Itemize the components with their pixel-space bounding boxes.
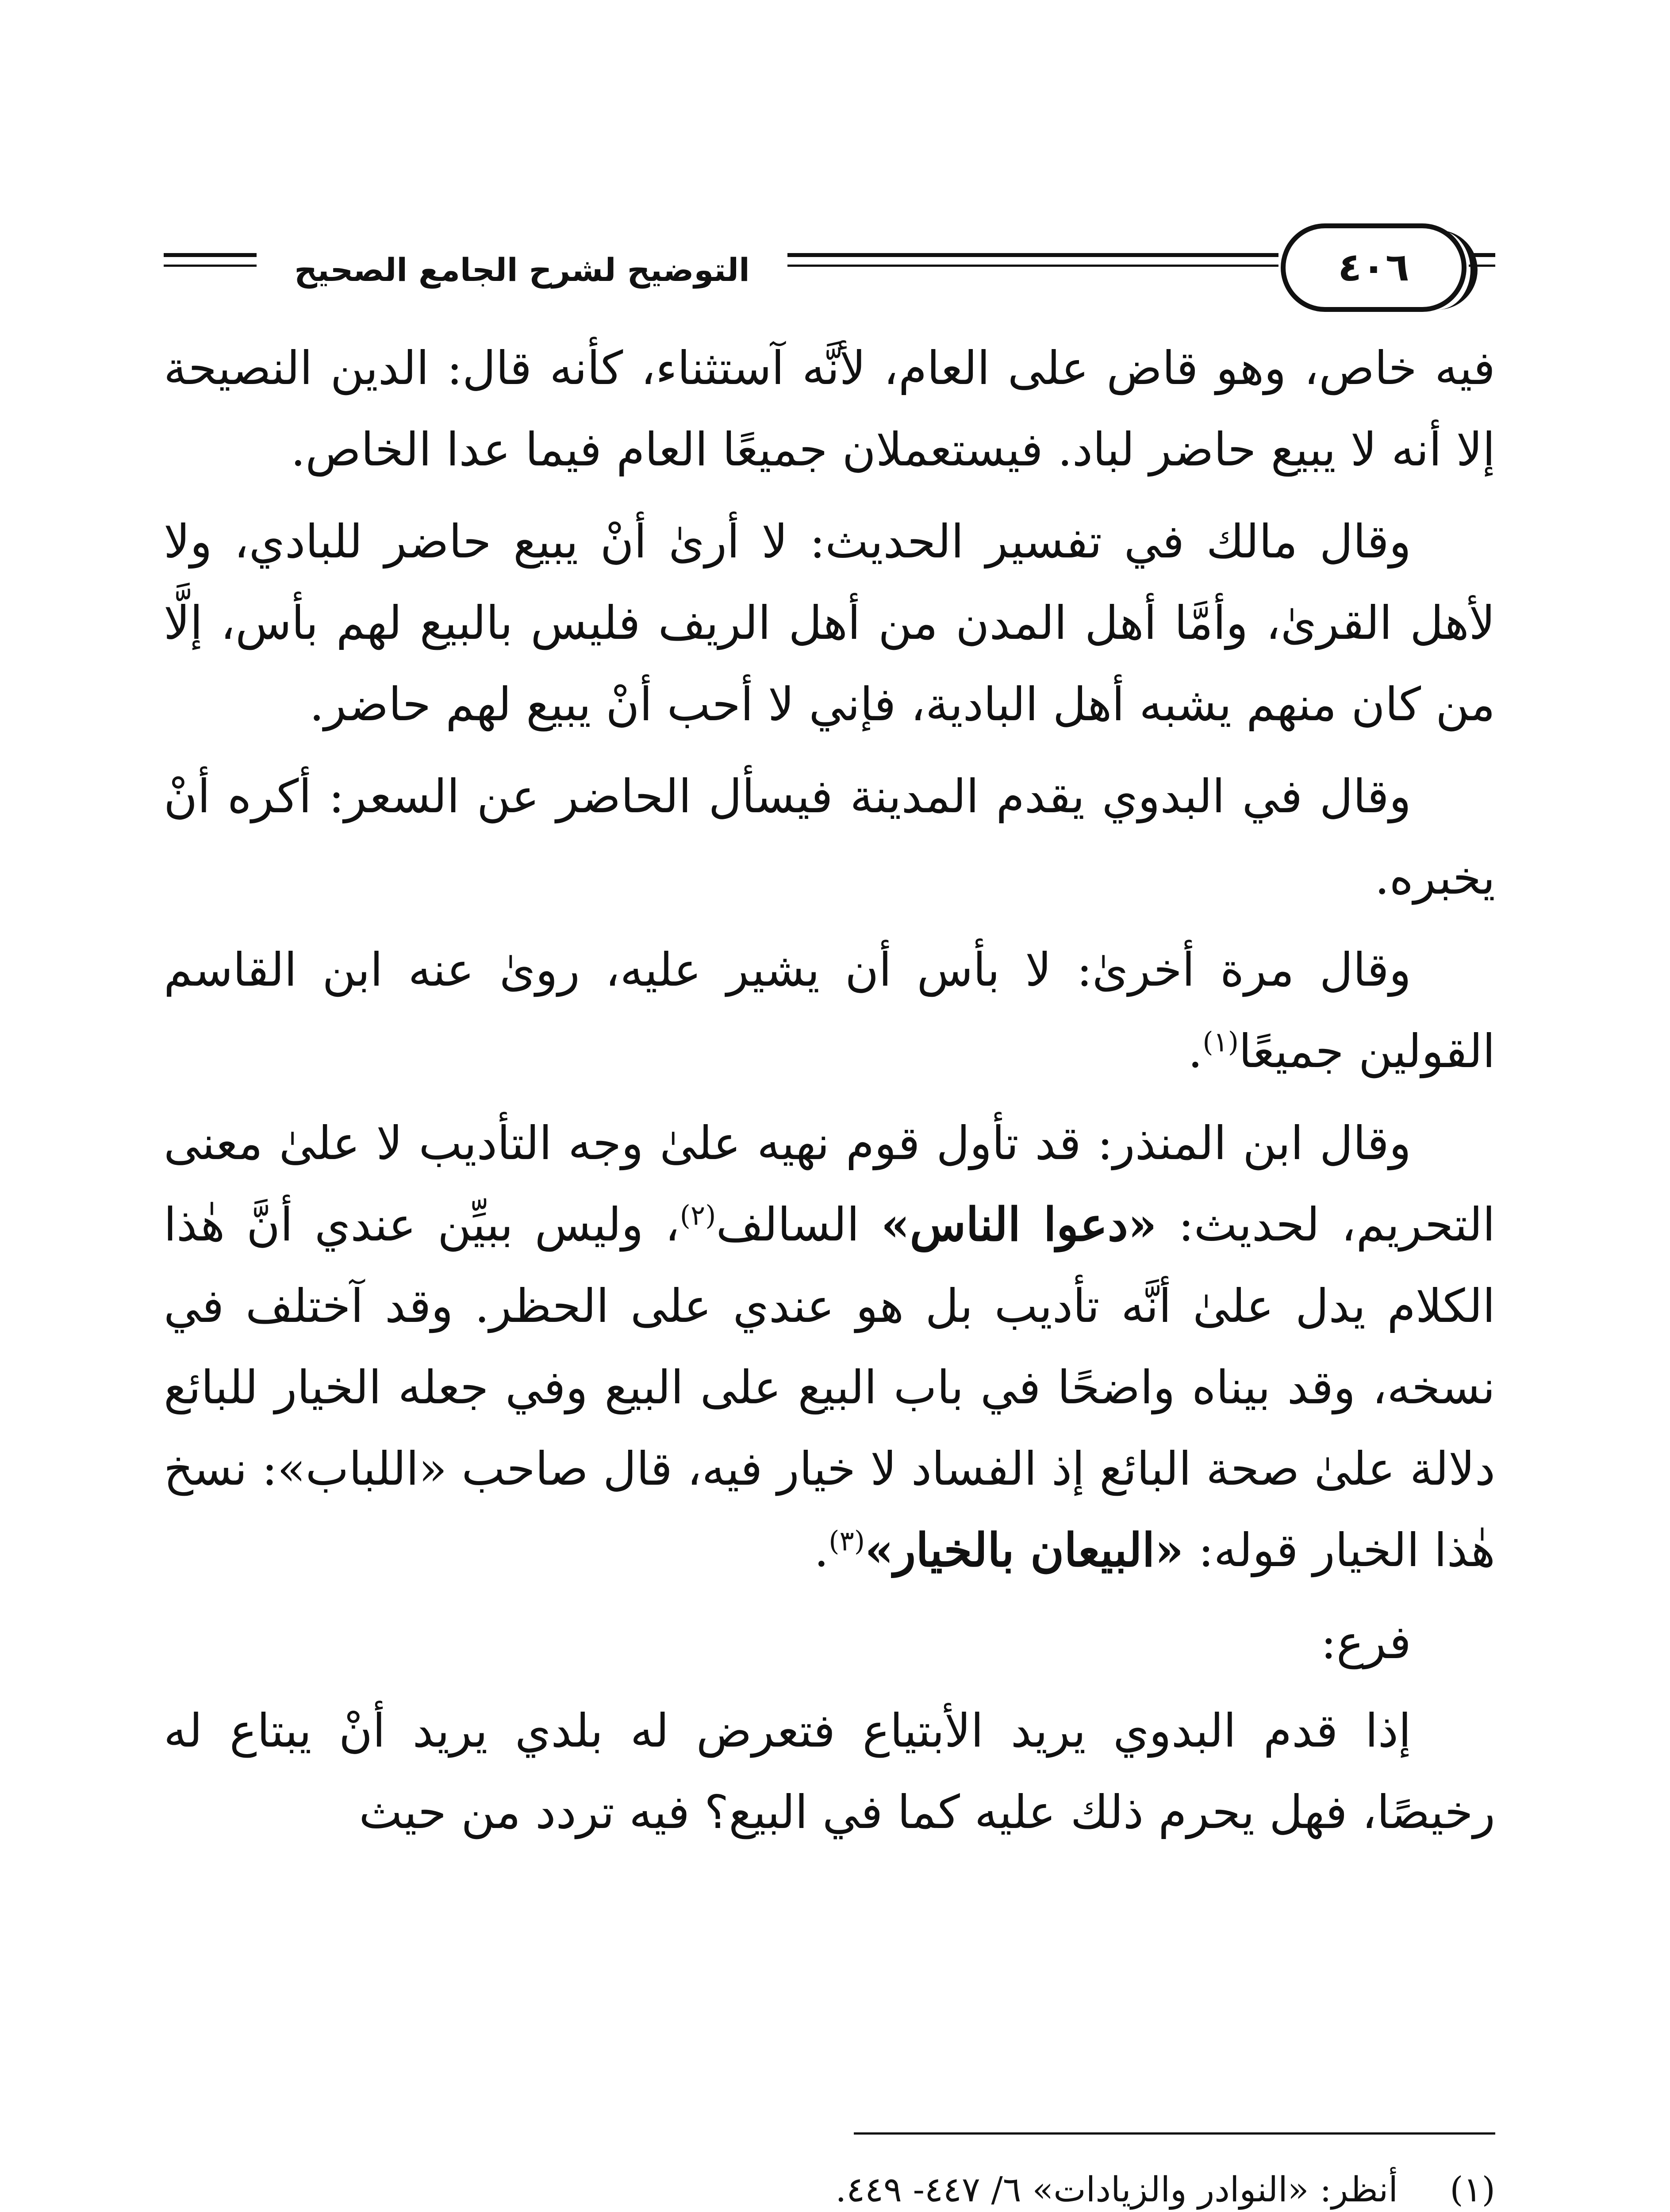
page-number-badge	[1281, 223, 1467, 312]
footnote-number: (١)	[1450, 2170, 1495, 2210]
paragraph-5-part-c: ، وليس ببيِّن عندي أنَّ هٰذا الكلام يدل علىٰ أنَّه تأديب بل هو عندي على الحظر. وقد آختلف في نسخه، وقد بيناه واضحًا في باب البيع على البيع وفي جعله الخيار للبائع دلالة علىٰ صحة البائع إذ الفساد لا خيار فيه، قال صاحب «اللباب»: نسخ هٰذا الخيار قوله:	[164, 1198, 1496, 1577]
footnote-separator	[854, 2132, 1495, 2135]
running-title: التوضيح لشرح الجامع الصحيح	[261, 248, 783, 292]
footnote-ref-1[interactable]: (١)	[1202, 1025, 1239, 1058]
paragraph-6: إذا قدم البدوي يريد الأبتياع فتعرض له بلدي يريد أنْ يبتاع له رخيصًا، فهل يحرم ذلك عليه كما في البيع؟ فيه تردد من حيث	[164, 1704, 1495, 1839]
paragraph-5-part-a: وقال ابن المنذر: قد تأول قوم نهيه علىٰ وجه التأديب لا علىٰ معنى التحريم، لحديث:	[164, 1116, 1495, 1252]
paragraph-2: وقال مالك في تفسير الحديث: لا أرىٰ أنْ يبيع حاضر للبادي، ولا لأهل القرىٰ، وأمَّا أهل المدن من أهل الريف فليس بالبيع لهم بأس، إلَّا من كان منهم يشبه أهل البادية، فإني لا أحب أنْ يبيع لهم حاضر.	[164, 515, 1495, 731]
header-rule-middle-bottom	[787, 265, 1278, 267]
footnote-ref-3[interactable]: (٣)	[829, 1525, 865, 1557]
footnote-ref-2[interactable]: (٢)	[680, 1199, 716, 1232]
paragraph-3: وقال في البدوي يقدم المدينة فيسأل الحاضر عن السعر: أكره أنْ يخبره.	[164, 769, 1495, 905]
footnote-text: أنظر: «النوادر والزيادات» ٦/ ٤٤٧- ٤٤٩.	[835, 2170, 1398, 2210]
paragraph-5-end: .	[814, 1523, 829, 1577]
main-text	[164, 327, 1495, 1863]
paragraph-5-part-b: السالف	[716, 1198, 881, 1252]
hadith-quote-1: «دعوا الناس»	[881, 1197, 1157, 1252]
paragraph-5	[164, 1102, 1495, 1591]
header-rule-middle-top	[787, 253, 1278, 257]
header-rule-left-top	[164, 253, 257, 257]
footnote-1	[164, 2159, 1495, 2212]
page-number: ٤٠٦	[1338, 244, 1409, 290]
paragraph-4-end: .	[1188, 1024, 1203, 1078]
hadith-quote-2: «البيعان بالخيار»	[865, 1523, 1184, 1577]
section-heading: فرع:	[1321, 1615, 1411, 1669]
paragraph-4	[164, 929, 1495, 1092]
paragraph-4-text: وقال مرة أخرىٰ: لا بأس أن يشير عليه، روىٰ عنه ابن القاسم القولين جميعًا	[164, 943, 1495, 1078]
footnotes	[164, 2159, 1495, 2212]
paragraph-1: فيه خاص، وهو قاض على العام، لأنَّه آستثناء، كأنه قال: الدين النصيحة إلا أنه لا يبيع حاضر لباد. فيستعملان جميعًا العام فيما عدا الخاص.	[164, 341, 1495, 476]
header-rule-left-bottom	[164, 265, 257, 267]
